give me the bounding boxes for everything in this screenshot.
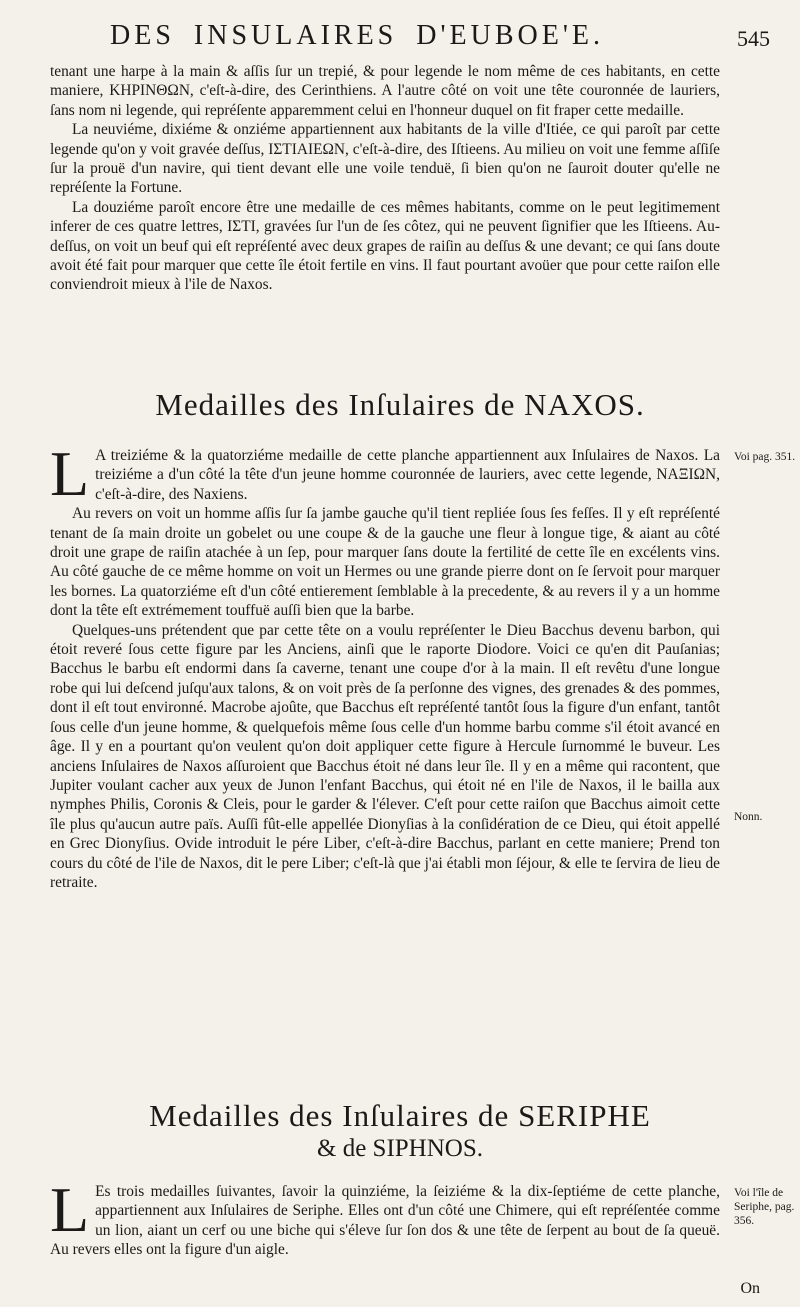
naxos-text-block [50, 438, 720, 892]
running-title-word: INSULAIRES [193, 20, 398, 51]
top-text-block [50, 62, 720, 295]
margin-note: Voi l'île de Seriphe, pag. 356. [734, 1187, 795, 1227]
drop-cap: L [50, 1174, 90, 1245]
paragraph: La douziéme paroît encore être une medaille de ces mêmes habitants, comme on le peut legitimement inferer de ces quatre lettres, IΣTI, gravées ſur l'un de ſes côtez, qui ne peuvent ſignifier que les Iſtieens. Au-deſſus, on voit un beuf qui eſt repréſenté avec deux grapes de raiſin au deſſus & une devant; ce qui ſans doute avoit été fait pour marquer que cette île étoit fertile en vins. Il faut pourtant avoüer que pour cette raiſon elle conviendroit mieux à l'ile de Naxos. [50, 198, 720, 294]
margin-note: Voi pag. 351. [734, 451, 796, 463]
section-title-naxos: Medailles des Inſulaires de NAXOS. [155, 387, 645, 422]
paragraph: Au revers on voit un homme aſſis ſur ſa jambe gauche qu'il tient repliée ſous ſes feſſes. Il y eſt repréſenté tenant de ſa main droite un gobelet ou une coupe & de la gauche une fleur à longue tige, & aiant au côté droit une grape de raiſin atachée à un ſep, pour marquer ſans doute la fertilité de cette île en excélents vins. Au côté gauche de ce même homme on voit un Hermes ou une grande pierre dont on ſe ſervoit pour marquer les bornes. La quatorziéme eſt d'un côté entierement ſemblable à la precedente, & au revers il y a un homme dont la tête eſt extrémement touffuë auſſi bien que la barbe. [50, 505, 720, 620]
paragraph: Quelques-uns prétendent que par cette tête on a voulu repréſenter le Dieu Bacchus devenu barbon, qui étoit reveré ſous cette figure par les Anciens, ainſi que le raporte Diodore. Voici ce qu'en dit Pauſanias; Bacchus le barbu eſt endormi dans ſa caverne, tenant une coupe d'or à la main. Il eſt revêtu d'une longue robe qui lui deſcend juſqu'aux talons, & on voit près de ſa perſonne des vignes, des grenades & des pommes, dont il eſt tout environné. Macrobe ajoûte, que Bacchus eſt repréſenté tantôt ſous la figure d'un enfant, tantôt ſous celle d'un jeune homme, & quelquefois même ſous celle d'un homme barbu comme s'il étoit avancé en âge. Il y en a pourtant qu'on veulent qu'on doit appliquer cette figure à Hercule ſurnommé le buveur. Les anciens Inſulaires de Naxos aſſuroient que Bacchus étoit né dans leur île. Il y en a même qui racontent, que Jupiter voulant cacher aux yeux de Junon l'enfant Bacchus, qui étoit né en l'ile de Naxos, il le bailla aux nymphes Philis, Coronis & Cleis, pour le garder & l'élever. C'eſt pour cette raiſon que Bacchus aimoit cette île plus qu'aucun autre païs. Auſſi fût-elle appellée Dionyſias à la conſidération de ce Dieu, qui étoit appellé en Grec Dionyſius. Ovide introduit le pére Liber, c'eſt-à-dire Bacchus, parlant en cette maniere; Prend ton cours du côté de l'ile de Naxos, dit le pere Liber; c'eſt-là que j'ai établi mon ſéjour, & elle te ſervira de lieu de retraite. [50, 621, 720, 891]
seriphe-text-block [50, 1174, 720, 1260]
paragraph: tenant une harpe à la main & aſſis ſur un trepié, & pour legende le nom même de ces habitants, en cette maniere, KHPINΘΩN, c'eſt-à-dire, des Cerinthiens. A l'autre côté on voit une tête couronnée de lauriers, ſans nom ni legende, qui repréſente apparemment celui en l'honneur duquel on fit fraper cette medaille. [50, 63, 720, 119]
running-title-word: DES [110, 20, 175, 51]
section-title-seriphe: Medailles des Inſulaires de SERIPHE [149, 1098, 651, 1133]
page-number: 545 [737, 26, 770, 51]
running-title [110, 20, 604, 52]
section-subtitle-siphnos: & de SIPHNOS. [317, 1135, 483, 1162]
paragraph: A treiziéme & la quatorziéme medaille de cette planche appartiennent aux Inſulaires de Naxos. La treiziéme a d'un côté la tête d'un jeune homme couronnée de lauriers, avec cette legende, NAΞIΩN, c'eſt-à-dire, des Naxiens. [95, 447, 720, 503]
drop-cap: L [50, 438, 90, 509]
running-title-word: D'EUBOE'E. [416, 20, 604, 51]
margin-note: Nonn. [734, 811, 763, 823]
paragraph: La neuviéme, dixiéme & onziéme appartiennent aux habitants de la ville d'Itiée, ce qui paroît par cette legende qu'on y voit gravée deſſus, IΣTIAIEΩN, c'eſt-à-dire, des Iſtieens. Au milieu on voit une femme aſſiſe ſur la prouë d'un navire, qui tient devant elle une voile tenduë, ſi bien qu'on ne ſauroit douter qu'elle ne repréſente la Fortune. [50, 121, 720, 197]
catchword: On [740, 1280, 760, 1297]
paragraph: Es trois medailles ſuivantes, ſavoir la quinziéme, la ſeiziéme & la dix-ſeptiéme de cette planche, appartiennent aux Inſulaires de Seriphe. Elles ont d'un côté une Chimere, qui eſt repréſentée comme un lion, aiant un cerf ou une biche qui s'éleve ſur ſon dos & une tête de ſerpent au bout de ſa queuë. Au revers elles ont la figure d'un aigle. [50, 1183, 720, 1259]
running-head [50, 20, 770, 54]
